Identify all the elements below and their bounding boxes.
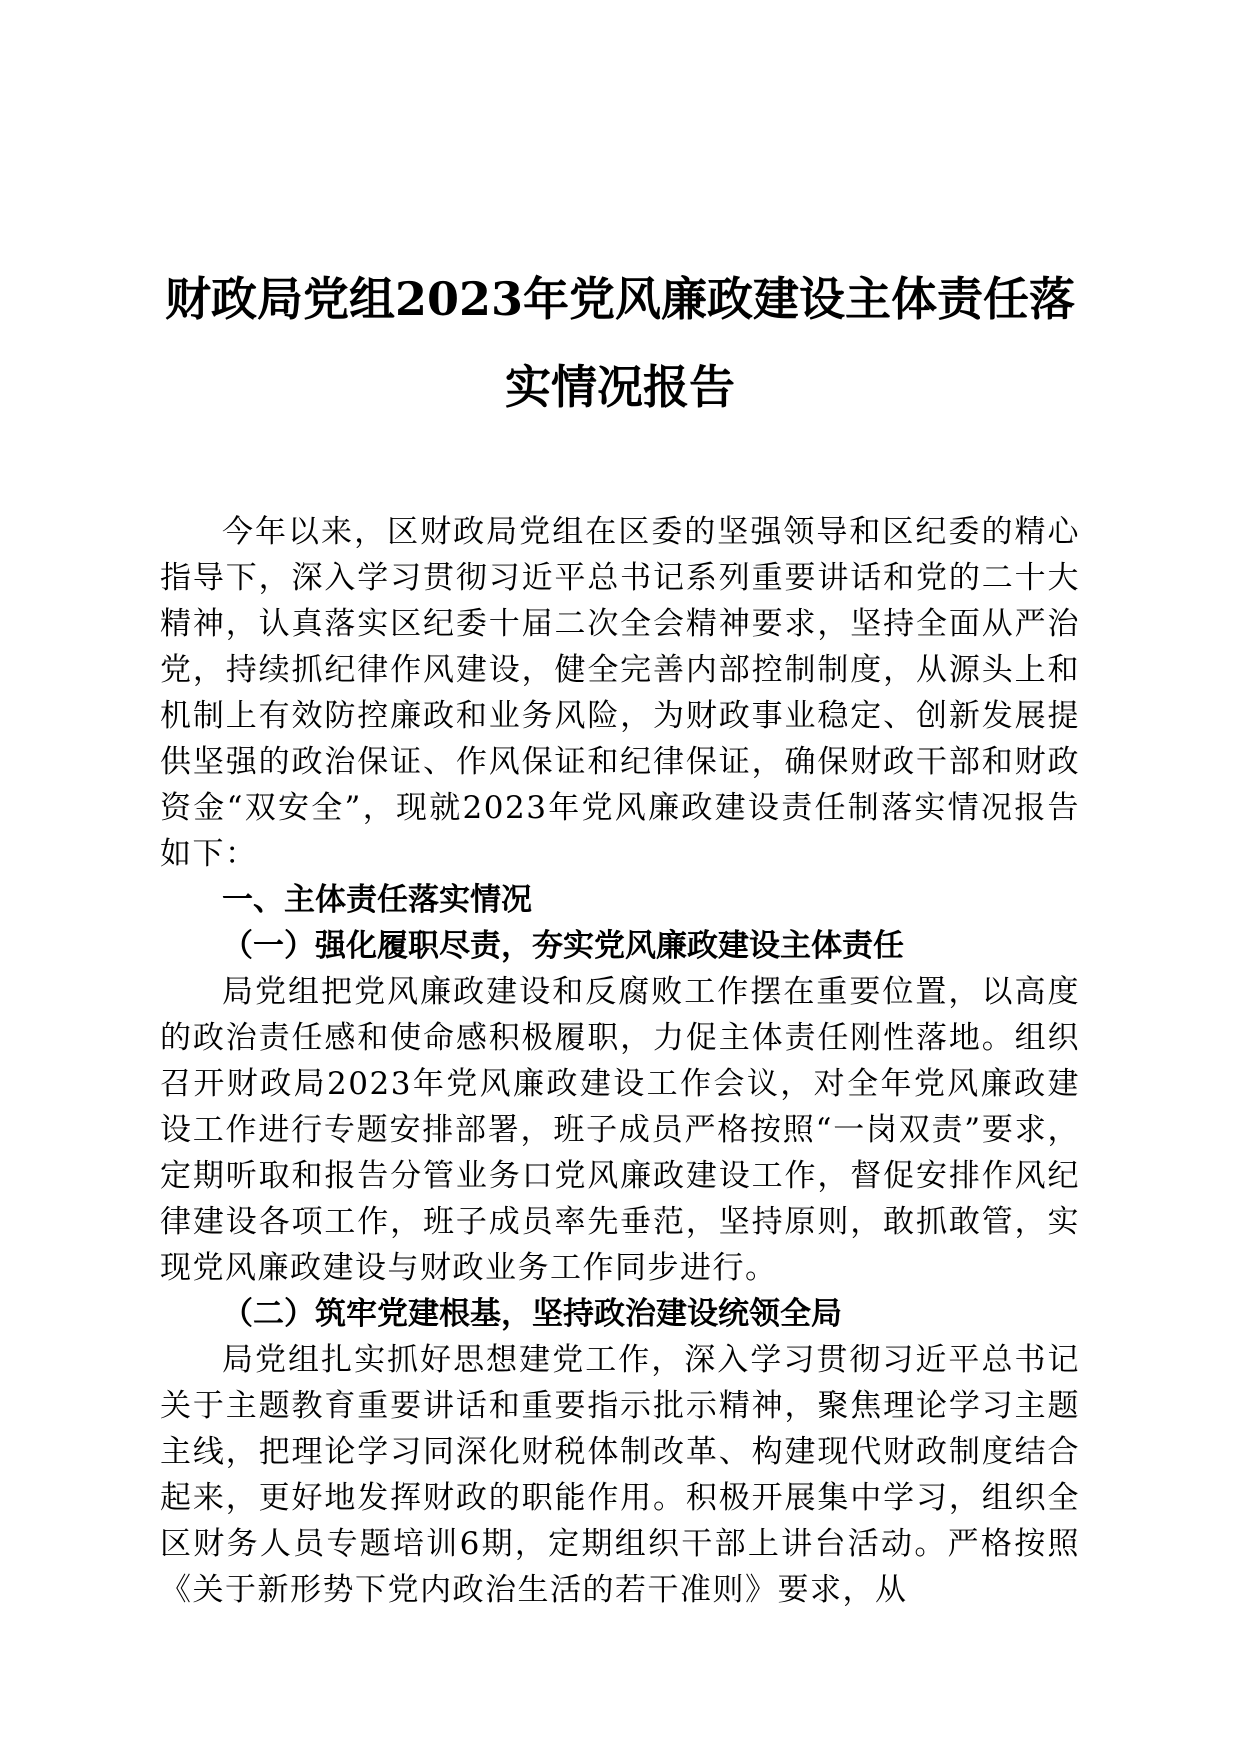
- title-line-1: 财政局党组2023年党风廉政建设主体责任落: [164, 272, 1076, 326]
- subsection-1-paragraph: 局党组把党风廉政建设和反腐败工作摆在重要位置，以高度的政治责任感和使命感积极履职，力促主体责任刚性落地。组织召开财政局2023年党风廉政建设工作会议，对全年党风廉政建设工作进行专题安排部署，班子成员严格按照“一岗双责”要求，定期听取和报告分管业务口党风廉政建设工作，督促安排作风纪律建设各项工作，班子成员率先垂范，坚持原则，敢抓敢管，实现党风廉政建设与财政业务工作同步进行。: [160, 974, 1080, 1286]
- document-title: [160, 255, 1080, 431]
- subsection-2-paragraph: 局党组扎实抓好思想建党工作，深入学习贯彻习近平总书记关于主题教育重要讲话和重要指示批示精神，聚焦理论学习主题主线，把理论学习同深化财税体制改革、构建现代财政制度结合起来，更好地发挥财政的职能作用。积极开展集中学习，组织全区财务人员专题培训6期，定期组织干部上讲台活动。严格按照《关于新形势下党内政治生活的若干准则》要求，从: [160, 1342, 1080, 1608]
- title-line-2: 实情况报告: [505, 360, 735, 414]
- subsection-heading-1: （一）强化履职尽责，夯实党风廉政建设主体责任: [222, 928, 904, 964]
- subsection-heading-2: （二）筑牢党建根基，坚持政治建设统领全局: [222, 1296, 842, 1332]
- document-page: [160, 255, 1080, 1613]
- intro-paragraph: 今年以来，区财政局党组在区委的坚强领导和区纪委的精心指导下，深入学习贯彻习近平总书记系列重要讲话和党的二十大精神，认真落实区纪委十届二次全会精神要求，坚持全面从严治党，持续抓纪律作风建设，健全完善内部控制制度，从源头上和机制上有效防控廉政和业务风险，为财政事业稳定、创新发展提供坚强的政治保证、作风保证和纪律保证，确保财政干部和财政资金“双安全”，现就2023年党风廉政建设责任制落实情况报告如下：: [160, 514, 1080, 872]
- document-body: [160, 509, 1080, 1613]
- section-heading-1: 一、主体责任落实情况: [222, 882, 532, 918]
